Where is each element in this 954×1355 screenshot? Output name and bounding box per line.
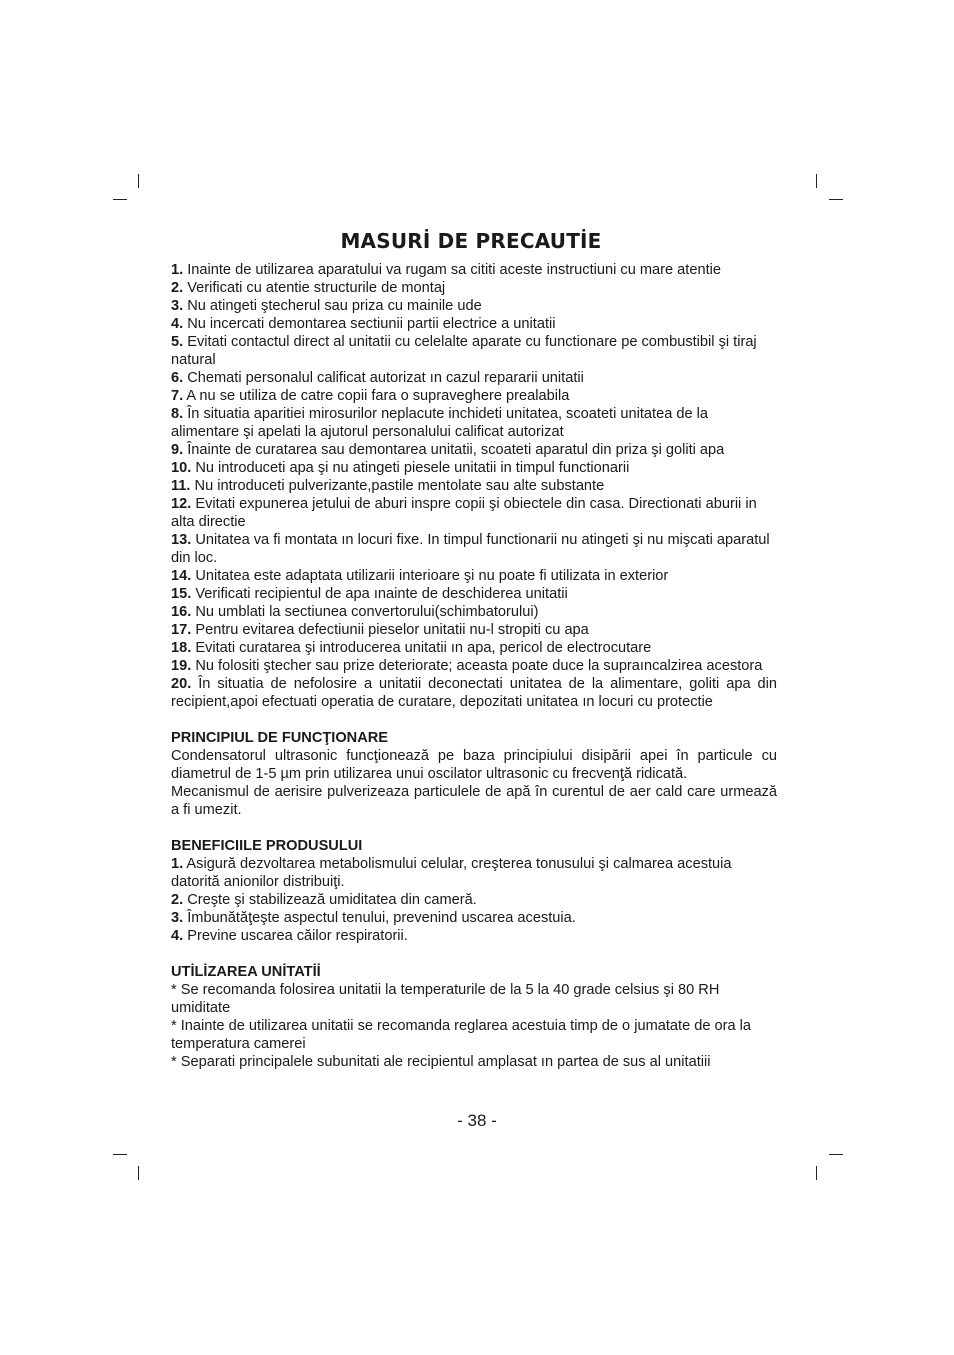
list-item: 1. Inainte de utilizarea aparatului va rugam sa cititi aceste instructiuni cu mare atentie: [171, 262, 721, 278]
section-heading-benefits: BENEFICIILE PRODUSULUI: [171, 838, 363, 854]
crop-mark: [138, 1166, 139, 1180]
list-item: 18. Evitati curatarea şi introducerea unitatii ın apa, pericol de electrocutare: [171, 640, 652, 656]
page-number: - 38 -: [457, 1111, 497, 1130]
list-item: * Separati principalele subunitati ale recipientul amplasat ın partea de sus al unitatiii: [171, 1054, 711, 1070]
list-item: 15. Verificati recipientul de apa ınainte de deschiderea unitatii: [171, 586, 568, 602]
crop-mark: [816, 1166, 817, 1180]
crop-mark: [816, 174, 817, 188]
list-item: 20. În situatia de nefolosire a unitatii deconectati unitatea de la alimentare, goliti apa din recipient,apoi efectuati operatia de curatare, depozitati unitatea ın locuri cu protectie: [171, 676, 777, 710]
list-item: 17. Pentru evitarea defectiunii pieselor unitatii nu-l stropiti cu apa: [171, 622, 589, 638]
list-item: 5. Evitati contactul direct al unitatii cu celelalte aparate cu functionare pe combustibil şi tiraj natural: [171, 334, 757, 368]
list-item: * Se recomanda folosirea unitatii la temperaturile de la 5 la 40 grade celsius şi 80 RH umiditate: [171, 982, 720, 1016]
precautions-list: [171, 261, 777, 711]
crop-mark: [829, 199, 843, 200]
usage-list: [171, 981, 777, 1071]
crop-mark: [829, 1154, 843, 1155]
list-item: * Inainte de utilizarea unitatii se recomanda reglarea acestuia timp de o jumatate de ora la temperatura camerei: [171, 1018, 752, 1052]
list-item: 11. Nu introduceti pulverizante,pastile mentolate sau alte substante: [171, 478, 605, 494]
list-item: 10. Nu introduceti apa şi nu atingeti piesele unitatii in timpul functionarii: [171, 460, 630, 476]
crop-mark: [138, 174, 139, 188]
list-item: 8. În situatia aparitiei mirosurilor neplacute inchideti unitatea, scoateti unitatea de la alimentare şi apelati la ajutorul personalului calificat autorizat: [171, 406, 709, 440]
list-item: 1. Asigură dezvoltarea metabolismului celular, creşterea tonusului şi calmarea acestuia datorită anionilor distribuiţi.: [171, 856, 732, 890]
list-item: 2. Creşte şi stabilizează umiditatea din cameră.: [171, 892, 477, 908]
list-item: 13. Unitatea va fi montata ın locuri fixe. In timpul functionarii nu atingeti şi nu mişcati aparatul din loc.: [171, 532, 770, 566]
benefits-list: [171, 855, 777, 945]
list-item: 6. Chemati personalul calificat autorizat ın cazul repararii unitatii: [171, 370, 584, 386]
list-item: 16. Nu umblati la sectiunea convertorului(schimbatorului): [171, 604, 539, 620]
paragraph: Mecanismul de aerisire pulverizeaza particulele de apă în curentul de aer cald care urmează a fi umezit.: [171, 784, 777, 818]
paragraph: Condensatorul ultrasonic funcţionează pe baza principiului disipării apei în particule cu diametrul de 1-5 µm prin utilizarea unui oscilator ultrasonic cu frecvenţă ridicată.: [171, 748, 777, 782]
list-item: 2. Verificati cu atentie structurile de montaj: [171, 280, 446, 296]
list-item: 14. Unitatea este adaptata utilizarii interioare şi nu poate fi utilizata in exterior: [171, 568, 669, 584]
crop-mark: [113, 1154, 127, 1155]
list-item: 7. A nu se utiliza de catre copii fara o supraveghere prealabila: [171, 388, 570, 404]
crop-mark: [113, 199, 127, 200]
list-item: 4. Nu incercati demontarea sectiunii partii electrice a unitatii: [171, 316, 556, 332]
list-item: 3. Îmbunătăţeşte aspectul tenului, prevenind uscarea acestuia.: [171, 910, 576, 926]
page-title: MASURİ DE PRECAUTİE: [340, 229, 602, 253]
list-item: 3. Nu atingeti ştecherul sau priza cu mainile ude: [171, 298, 482, 314]
list-item: 4. Previne uscarea căilor respiratorii.: [171, 928, 408, 944]
list-item: 9. Înainte de curatarea sau demontarea unitatii, scoateti aparatul din priza şi goliti apa: [171, 442, 725, 458]
list-item: 12. Evitati expunerea jetului de aburi inspre copii şi obiectele din casa. Directionati aburii in alta directie: [171, 496, 757, 530]
document-body: [171, 261, 777, 1071]
section-heading-principle: PRINCIPIUL DE FUNCŢIONARE: [171, 730, 389, 746]
section-heading-usage: UTİLİZAREA UNİTATİİ: [171, 964, 321, 980]
list-item: 19. Nu folositi ştecher sau prize deteriorate; aceasta poate duce la supraıncalzirea acestora: [171, 658, 763, 674]
